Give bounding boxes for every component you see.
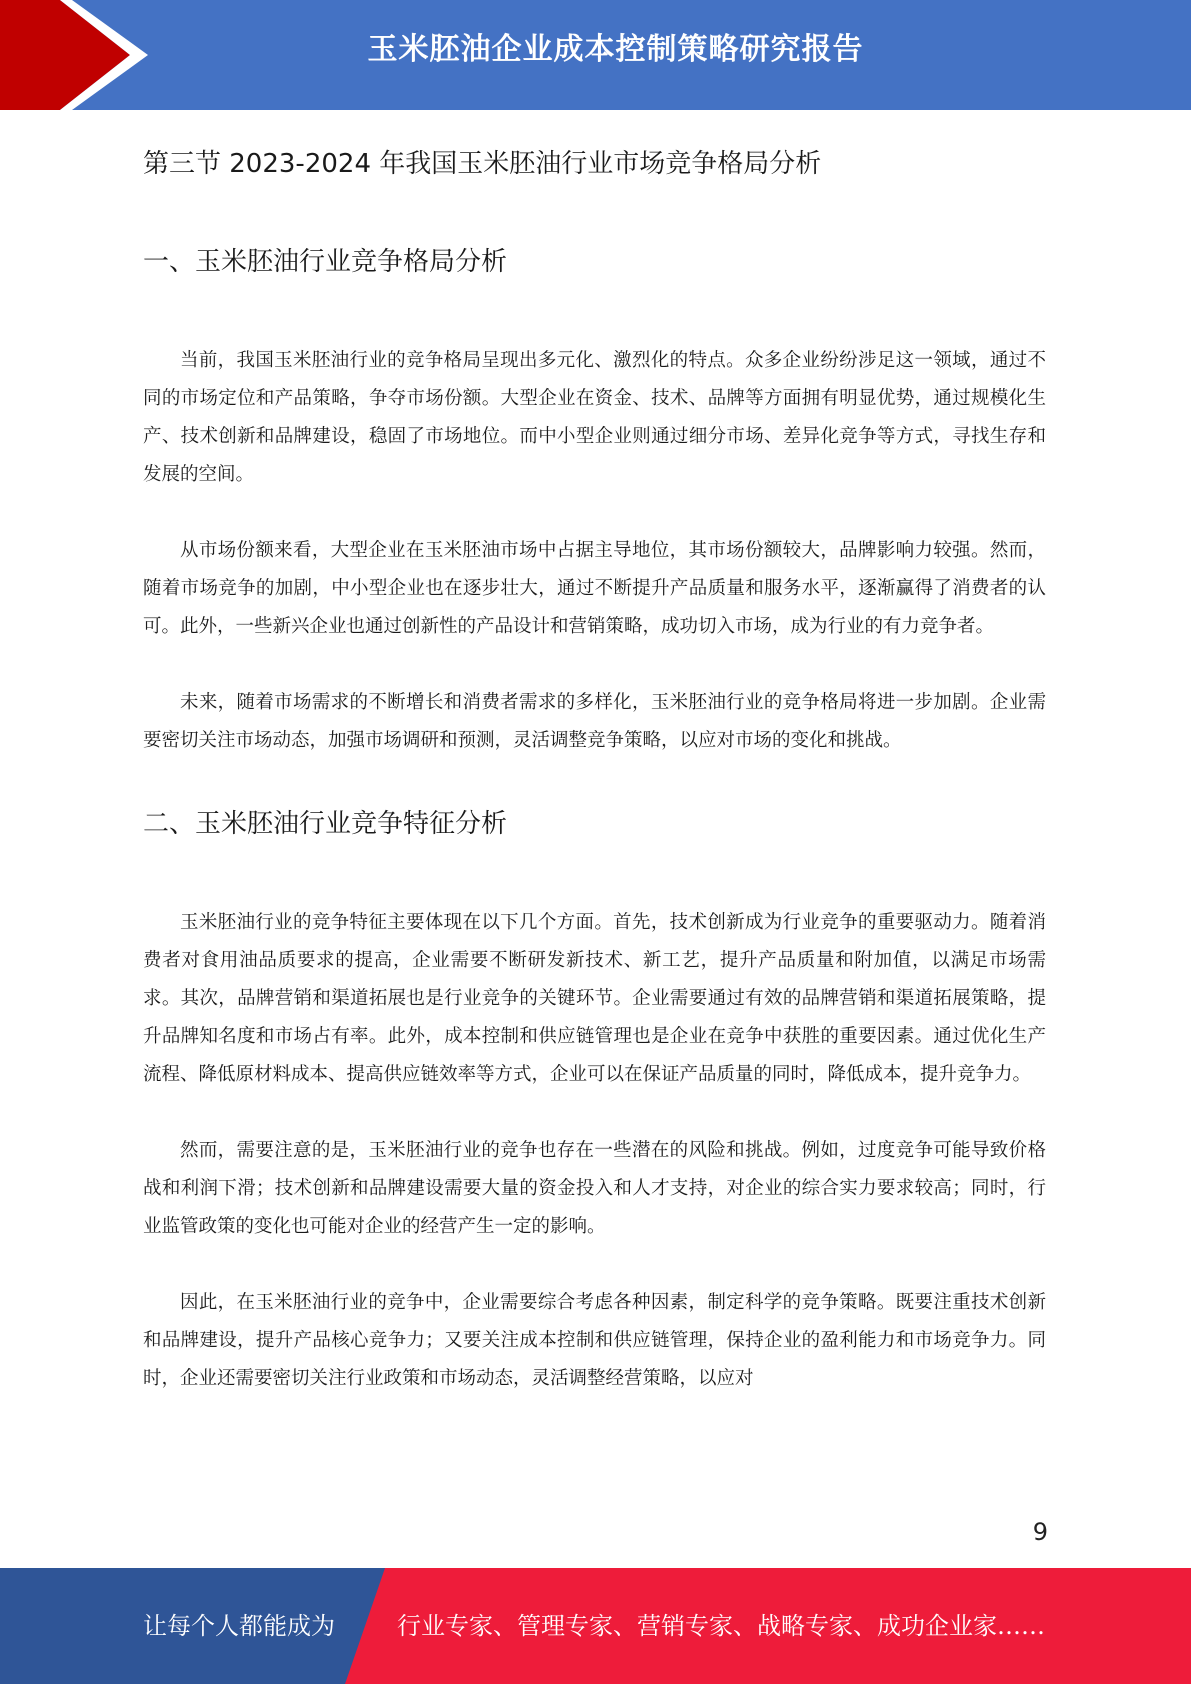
part1-paragraph-1: 当前，我国玉米胚油行业的竞争格局呈现出多元化、激烈化的特点。众多企业纷纷涉足这一领域，通过不同的市场定位和产品策略，争夺市场份额。大型企业在资金、技术、品牌等方面拥有明显优势，通过规模化生产、技术创新和品牌建设，稳固了市场地位。而中小型企业则通过细分市场、差异化竞争等方式，寻找生存和发展的空间。 xyxy=(143,350,1046,485)
section-title: 第三节 2023-2024 年我国玉米胚油行业市场竞争格局分析 xyxy=(143,149,822,179)
part1-paragraph-3: 未来，随着市场需求的不断增长和消费者需求的多样化，玉米胚油行业的竞争格局将进一步加剧。企业需要密切关注市场动态，加强市场调研和预测，灵活调整竞争策略，以应对市场的变化和挑战。 xyxy=(143,692,1046,751)
part2-heading: 二、玉米胚油行业竞争特征分析 xyxy=(143,809,508,839)
page-number: 9 xyxy=(1032,1518,1048,1546)
part1-paragraph-2: 从市场份额来看，大型企业在玉米胚油市场中占据主导地位，其市场份额较大，品牌影响力较强。然而，随着市场竞争的加剧，中小型企业也在逐步壮大，通过不断提升产品质量和服务水平，逐渐赢得了消费者的认可。此外，一些新兴企业也通过创新性的产品设计和营销策略，成功切入市场，成为行业的有力竞争者。 xyxy=(143,540,1046,637)
part1-heading: 一、玉米胚油行业竞争格局分析 xyxy=(143,247,508,277)
page-content xyxy=(143,120,1046,1398)
part2-paragraph-1: 玉米胚油行业的竞争特征主要体现在以下几个方面。首先，技术创新成为行业竞争的重要驱动力。随着消费者对食用油品质要求的提高，企业需要不断研发新技术、新工艺，提升产品质量和附加值，以满足市场需求。其次，品牌营销和渠道拓展也是行业竞争的关键环节。企业需要通过有效的品牌营销和渠道拓展策略，提升品牌知名度和市场占有率。此外，成本控制和供应链管理也是企业在竞争中获胜的重要因素。通过优化生产流程、降低原材料成本、提高供应链效率等方式，企业可以在保证产品质量的同时，降低成本，提升竞争力。 xyxy=(143,912,1046,1085)
part2-paragraph-2: 然而，需要注意的是，玉米胚油行业的竞争也存在一些潜在的风险和挑战。例如，过度竞争可能导致价格战和利润下滑；技术创新和品牌建设需要大量的资金投入和人才支持，对企业的综合实力要求较高；同时，行业监管政策的变化也可能对企业的经营产生一定的影响。 xyxy=(143,1140,1046,1237)
footer-slogan-left: 让每个人都能成为 xyxy=(143,1612,335,1640)
footer-banner xyxy=(0,1568,1191,1684)
footer-slogan-right: 行业专家、管理专家、营销专家、战略专家、成功企业家…… xyxy=(397,1612,1045,1640)
report-title: 玉米胚油企业成本控制策略研究报告 xyxy=(367,32,864,67)
part2-paragraph-3: 因此，在玉米胚油行业的竞争中，企业需要综合考虑各种因素，制定科学的竞争策略。既要注重技术创新和品牌建设，提升产品核心竞争力；又要关注成本控制和供应链管理，保持企业的盈利能力和市场竞争力。同时，企业还需要密切关注行业政策和市场动态，灵活调整经营策略，以应对 xyxy=(143,1292,1046,1389)
